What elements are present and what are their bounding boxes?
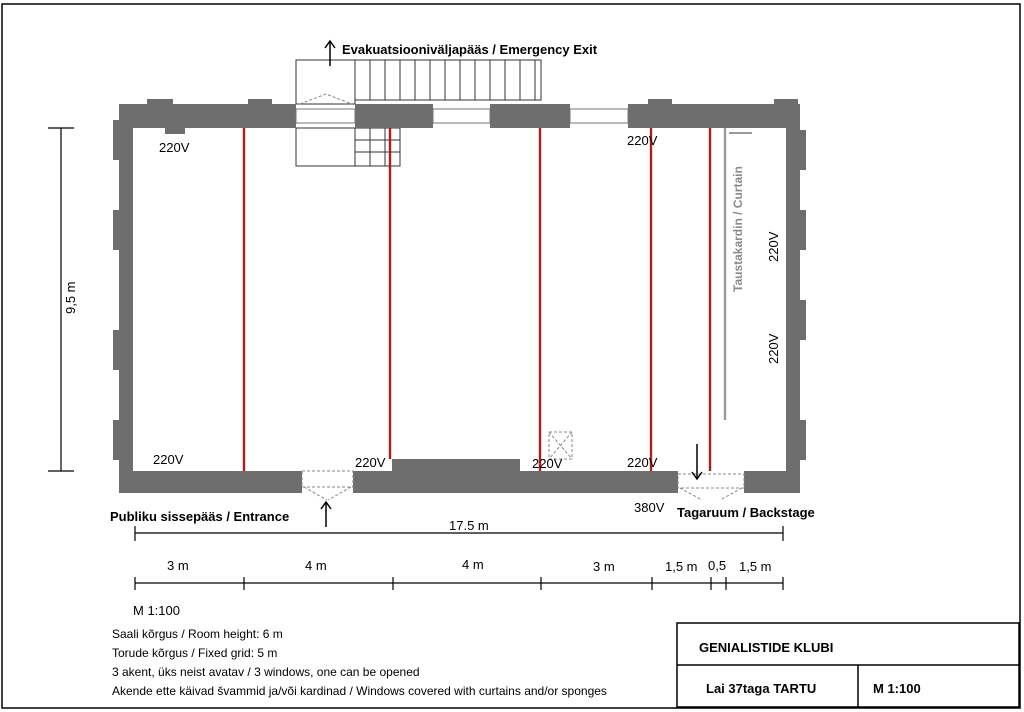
fixed-grid-note: Torude kõrgus / Fixed grid: 5 m [112,646,278,660]
windows [296,109,628,123]
scale-note: M 1:100 [133,603,180,618]
outlet-right-lower: 220V [766,333,781,364]
segment-label: 0,5 [708,558,727,573]
segment-label: 3 m [593,559,615,574]
grid-pipes [244,128,710,471]
outlet-bottom-4: 220V [627,455,658,470]
outlet-bottom-1: 220V [153,452,184,467]
backstage-arrow [692,444,702,479]
venue-address: Lai 37taga TARTU [706,681,817,696]
emergency-exit-label: Evakuatsiooniväljapääs / Emergency Exit [342,42,598,57]
backstage-label: Tagaruum / Backstage [677,505,815,520]
segment-dimension [135,577,783,590]
outlet-380v: 380V [634,500,665,515]
walls [113,99,806,493]
doors [300,94,744,500]
entrance-label: Publiku sissepääs / Entrance [110,509,290,524]
segment-label: 4 m [305,558,327,573]
segment-label: 1,5 m [665,559,698,574]
venue-name: GENIALISTIDE KLUBI [699,640,834,655]
title-scale: M 1:100 [873,681,921,696]
outlet-right-upper: 220V [766,231,781,262]
exit-arrow [325,41,335,66]
segment-label: 1,5 m [739,559,772,574]
outlet-bottom-2: 220V [355,455,386,470]
segment-label: 3 m [167,558,189,573]
hatch-box [549,432,572,459]
total-width-label: 17.5 m [449,518,489,533]
curtains-note: Akende ette käivad švammid ja/või kardinad / Windows covered with curtains and/or sponges [112,684,607,698]
windows-note: 3 akent, üks neist avatav / 3 windows, one can be opened [112,665,420,679]
room-height-note: Saali kõrgus / Room height: 6 m [112,627,283,641]
outlet-top-left: 220V [159,140,190,155]
outlet-bottom-3: 220V [532,456,563,471]
curtain-label: Taustakardin / Curtain [731,166,745,292]
segment-label: 4 m [462,557,484,572]
outlet-top-right: 220V [627,133,658,148]
entrance-arrow [321,502,331,527]
height-label: 9,5 m [63,281,78,314]
